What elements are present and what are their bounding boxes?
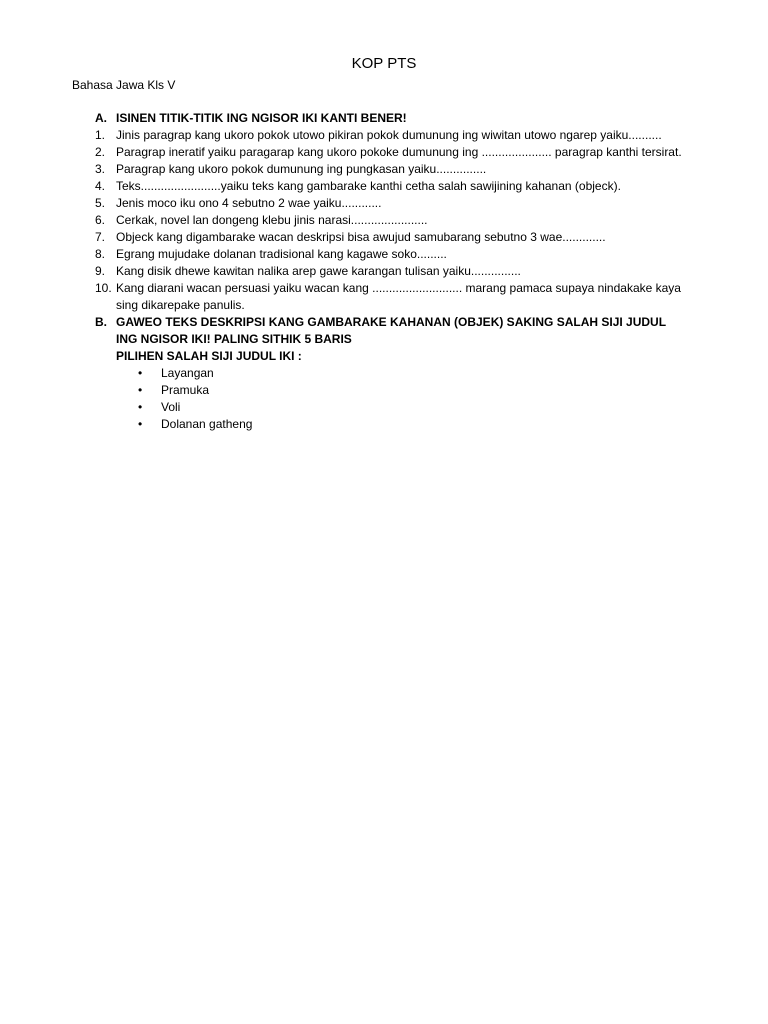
- subject-label: Bahasa Jawa Kls V: [72, 78, 176, 92]
- question-item: [95, 229, 685, 246]
- topic-option: Voli: [161, 400, 181, 414]
- list-item: [116, 399, 685, 416]
- question-text: Teks........................yaiku teks kang gambarake kanthi cetha salah sawijining kahanan (objeck).: [116, 179, 621, 193]
- question-item: [95, 263, 685, 280]
- question-number: 9.: [95, 264, 106, 278]
- question-item: [95, 161, 685, 178]
- section-b-heading: GAWEO TEKS DESKRIPSI KANG GAMBARAKE KAHANAN (OBJEK) SAKING SALAH SIJI JUDUL ING NGISOR IKI! PALING SITHIK 5 BARIS: [116, 315, 666, 346]
- bullet-icon: •: [138, 417, 143, 431]
- list-item: [116, 416, 685, 433]
- section-a-heading: ISINEN TITIK-TITIK ING NGISOR IKI KANTI BENER!: [116, 111, 407, 125]
- topic-option: Dolanan gatheng: [161, 417, 253, 431]
- question-content: [95, 110, 685, 433]
- question-number: 4.: [95, 179, 106, 193]
- list-item: [116, 365, 685, 382]
- question-text: Kang disik dhewe kawitan nalika arep gawe karangan tulisan yaiku...............: [116, 264, 521, 278]
- topic-option: Layangan: [161, 366, 214, 380]
- section-a-marker: A.: [95, 111, 107, 125]
- question-item: [95, 246, 685, 263]
- topic-options-list: [116, 365, 685, 433]
- section-b-subheading: PILIHEN SALAH SIJI JUDUL IKI :: [116, 349, 302, 363]
- question-item: [95, 212, 685, 229]
- question-item: [95, 178, 685, 195]
- question-number: 3.: [95, 162, 106, 176]
- section-a-header: [95, 110, 685, 127]
- question-number: 10.: [95, 281, 112, 295]
- question-text: Paragrap ineratif yaiku paragarap kang ukoro pokoke dumunung ing ..................... paragrap kanthi tersirat.: [116, 145, 682, 159]
- question-text: Cerkak, novel lan dongeng klebu jinis narasi.......................: [116, 213, 428, 227]
- question-text: Kang diarani wacan persuasi yaiku wacan kang ........................... marang pamaca supaya nindakake kaya sing dikarepake panulis.: [116, 281, 681, 312]
- question-item: [95, 127, 685, 144]
- section-b-marker: B.: [95, 315, 107, 329]
- question-item: [95, 280, 685, 314]
- question-text: Paragrap kang ukoro pokok dumunung ing pungkasan yaiku...............: [116, 162, 487, 176]
- bullet-icon: •: [138, 366, 143, 380]
- question-text: Jinis paragrap kang ukoro pokok utowo pikiran pokok dumunung ing wiwitan utowo ngarep yaiku..........: [116, 128, 662, 142]
- bullet-icon: •: [138, 383, 143, 397]
- question-number: 2.: [95, 145, 106, 159]
- question-number: 8.: [95, 247, 106, 261]
- question-text: Egrang mujudake dolanan tradisional kang kagawe soko.........: [116, 247, 447, 261]
- question-number: 6.: [95, 213, 106, 227]
- section-b-header: [95, 314, 685, 348]
- question-text: Objeck kang digambarake wacan deskripsi bisa awujud samubarang sebutno 3 wae.............: [116, 230, 606, 244]
- question-number: 5.: [95, 196, 106, 210]
- question-item: [95, 144, 685, 161]
- bullet-icon: •: [138, 400, 143, 414]
- question-number: 1.: [95, 128, 106, 142]
- question-number: 7.: [95, 230, 106, 244]
- topic-option: Pramuka: [161, 383, 210, 397]
- question-text: Jenis moco iku ono 4 sebutno 2 wae yaiku............: [116, 196, 382, 210]
- document-title: KOP PTS: [351, 55, 417, 72]
- question-item: [95, 195, 685, 212]
- list-item: [116, 382, 685, 399]
